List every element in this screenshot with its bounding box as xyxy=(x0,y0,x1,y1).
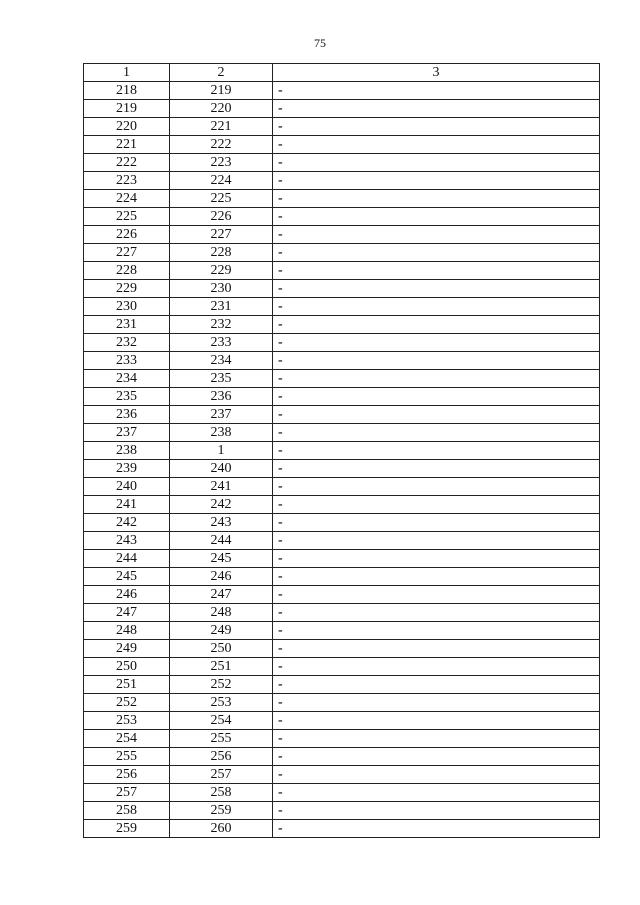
table-cell-col-3: - xyxy=(273,316,600,334)
table-row xyxy=(84,748,600,766)
table-cell-col-1: 254 xyxy=(84,730,170,748)
table-cell-col-1: 249 xyxy=(84,640,170,658)
page-number: 75 xyxy=(314,36,326,50)
data-table xyxy=(83,63,600,838)
table-cell-col-2: 245 xyxy=(170,550,273,568)
table-row xyxy=(84,352,600,370)
table-row xyxy=(84,118,600,136)
table-cell-col-3: - xyxy=(273,136,600,154)
table-cell-col-2: 253 xyxy=(170,694,273,712)
table-row xyxy=(84,640,600,658)
table-cell-col-1: 252 xyxy=(84,694,170,712)
table-cell-col-1: 236 xyxy=(84,406,170,424)
table-cell-col-2: 223 xyxy=(170,154,273,172)
table-cell-col-1: 251 xyxy=(84,676,170,694)
table-cell-col-2: 242 xyxy=(170,496,273,514)
table-cell-col-1: 219 xyxy=(84,100,170,118)
table-cell-col-3: - xyxy=(273,676,600,694)
table-row xyxy=(84,478,600,496)
table-cell-col-2: 248 xyxy=(170,604,273,622)
table-cell-col-1: 223 xyxy=(84,172,170,190)
table-row xyxy=(84,136,600,154)
table-cell-col-3: - xyxy=(273,172,600,190)
table-row xyxy=(84,802,600,820)
table-cell-col-2: 224 xyxy=(170,172,273,190)
table-cell-col-3: - xyxy=(273,730,600,748)
table-row xyxy=(84,244,600,262)
table-row xyxy=(84,622,600,640)
table-cell-col-3: - xyxy=(273,694,600,712)
table-cell-col-3: - xyxy=(273,280,600,298)
table-cell-col-2: 219 xyxy=(170,82,273,100)
table-row xyxy=(84,460,600,478)
column-header-1: 1 xyxy=(84,64,170,82)
table-row xyxy=(84,82,600,100)
table-cell-col-2: 255 xyxy=(170,730,273,748)
table-row xyxy=(84,766,600,784)
table-cell-col-1: 234 xyxy=(84,370,170,388)
table-cell-col-3: - xyxy=(273,442,600,460)
table-row xyxy=(84,280,600,298)
table-cell-col-3: - xyxy=(273,550,600,568)
table-cell-col-2: 251 xyxy=(170,658,273,676)
table-cell-col-1: 245 xyxy=(84,568,170,586)
table-cell-col-2: 238 xyxy=(170,424,273,442)
table-cell-col-3: - xyxy=(273,208,600,226)
table-cell-col-3: - xyxy=(273,226,600,244)
table-cell-col-2: 256 xyxy=(170,748,273,766)
table-row xyxy=(84,298,600,316)
table-cell-col-2: 1 xyxy=(170,442,273,460)
table-cell-col-2: 259 xyxy=(170,802,273,820)
table-row xyxy=(84,154,600,172)
table-cell-col-3: - xyxy=(273,640,600,658)
table-cell-col-2: 237 xyxy=(170,406,273,424)
table-cell-col-1: 231 xyxy=(84,316,170,334)
table-row xyxy=(84,586,600,604)
table-row xyxy=(84,820,600,838)
table-row xyxy=(84,604,600,622)
table-cell-col-1: 244 xyxy=(84,550,170,568)
table-cell-col-3: - xyxy=(273,424,600,442)
table-cell-col-1: 241 xyxy=(84,496,170,514)
table-cell-col-3: - xyxy=(273,784,600,802)
table-cell-col-3: - xyxy=(273,658,600,676)
table-cell-col-2: 254 xyxy=(170,712,273,730)
table-cell-col-2: 244 xyxy=(170,532,273,550)
table-cell-col-3: - xyxy=(273,82,600,100)
column-header-2: 2 xyxy=(170,64,273,82)
table-cell-col-2: 229 xyxy=(170,262,273,280)
table-cell-col-2: 228 xyxy=(170,244,273,262)
table-cell-col-1: 233 xyxy=(84,352,170,370)
table-row xyxy=(84,532,600,550)
table-cell-col-1: 248 xyxy=(84,622,170,640)
table-cell-col-3: - xyxy=(273,262,600,280)
table-cell-col-3: - xyxy=(273,154,600,172)
table-cell-col-2: 230 xyxy=(170,280,273,298)
table-cell-col-3: - xyxy=(273,496,600,514)
table-cell-col-3: - xyxy=(273,712,600,730)
table-cell-col-2: 227 xyxy=(170,226,273,244)
table-cell-col-2: 222 xyxy=(170,136,273,154)
table-row xyxy=(84,208,600,226)
table-cell-col-1: 258 xyxy=(84,802,170,820)
table-row xyxy=(84,784,600,802)
table-cell-col-3: - xyxy=(273,568,600,586)
table-row xyxy=(84,388,600,406)
table-cell-col-3: - xyxy=(273,406,600,424)
table-cell-col-1: 247 xyxy=(84,604,170,622)
table-cell-col-2: 247 xyxy=(170,586,273,604)
table-cell-col-3: - xyxy=(273,622,600,640)
table-cell-col-2: 241 xyxy=(170,478,273,496)
table-cell-col-2: 220 xyxy=(170,100,273,118)
table-cell-col-1: 232 xyxy=(84,334,170,352)
table-cell-col-1: 227 xyxy=(84,244,170,262)
table-cell-col-1: 257 xyxy=(84,784,170,802)
table-row xyxy=(84,226,600,244)
table-cell-col-1: 224 xyxy=(84,190,170,208)
table-cell-col-2: 260 xyxy=(170,820,273,838)
table-cell-col-3: - xyxy=(273,802,600,820)
table-row xyxy=(84,100,600,118)
table-cell-col-1: 218 xyxy=(84,82,170,100)
table-cell-col-3: - xyxy=(273,334,600,352)
table-cell-col-1: 255 xyxy=(84,748,170,766)
table-row xyxy=(84,730,600,748)
table-row xyxy=(84,172,600,190)
table-cell-col-1: 225 xyxy=(84,208,170,226)
table-row xyxy=(84,190,600,208)
table-cell-col-1: 256 xyxy=(84,766,170,784)
table-cell-col-1: 226 xyxy=(84,226,170,244)
table-cell-col-3: - xyxy=(273,118,600,136)
table-cell-col-1: 229 xyxy=(84,280,170,298)
table-cell-col-2: 235 xyxy=(170,370,273,388)
table-cell-col-3: - xyxy=(273,100,600,118)
table-cell-col-3: - xyxy=(273,370,600,388)
table-cell-col-2: 231 xyxy=(170,298,273,316)
table-cell-col-2: 221 xyxy=(170,118,273,136)
column-header-3: 3 xyxy=(273,64,600,82)
table-cell-col-3: - xyxy=(273,460,600,478)
table-row xyxy=(84,694,600,712)
table-cell-col-1: 246 xyxy=(84,586,170,604)
table-cell-col-2: 226 xyxy=(170,208,273,226)
table-cell-col-2: 258 xyxy=(170,784,273,802)
table-header-row xyxy=(84,64,600,82)
table-cell-col-2: 257 xyxy=(170,766,273,784)
table-cell-col-3: - xyxy=(273,748,600,766)
table-cell-col-2: 249 xyxy=(170,622,273,640)
table-cell-col-1: 253 xyxy=(84,712,170,730)
table-cell-col-2: 246 xyxy=(170,568,273,586)
table-cell-col-2: 243 xyxy=(170,514,273,532)
table-body xyxy=(84,82,600,838)
table-cell-col-3: - xyxy=(273,190,600,208)
table-row xyxy=(84,676,600,694)
table-row xyxy=(84,424,600,442)
table-cell-col-3: - xyxy=(273,478,600,496)
table-cell-col-2: 240 xyxy=(170,460,273,478)
table-cell-col-3: - xyxy=(273,586,600,604)
table-cell-col-1: 250 xyxy=(84,658,170,676)
table-cell-col-1: 230 xyxy=(84,298,170,316)
table-cell-col-2: 232 xyxy=(170,316,273,334)
table-cell-col-3: - xyxy=(273,604,600,622)
table-row xyxy=(84,406,600,424)
table-cell-col-1: 240 xyxy=(84,478,170,496)
table-cell-col-3: - xyxy=(273,388,600,406)
table-cell-col-1: 235 xyxy=(84,388,170,406)
table-cell-col-3: - xyxy=(273,820,600,838)
table-cell-col-2: 236 xyxy=(170,388,273,406)
table-row xyxy=(84,568,600,586)
table-row xyxy=(84,496,600,514)
table-cell-col-3: - xyxy=(273,514,600,532)
table-cell-col-1: 237 xyxy=(84,424,170,442)
table-cell-col-2: 250 xyxy=(170,640,273,658)
table-cell-col-2: 252 xyxy=(170,676,273,694)
table-row xyxy=(84,262,600,280)
table-cell-col-3: - xyxy=(273,298,600,316)
table-cell-col-3: - xyxy=(273,766,600,784)
table-row xyxy=(84,442,600,460)
table-cell-col-1: 221 xyxy=(84,136,170,154)
table-row xyxy=(84,514,600,532)
table-cell-col-3: - xyxy=(273,352,600,370)
table-row xyxy=(84,316,600,334)
table-cell-col-1: 242 xyxy=(84,514,170,532)
table-row xyxy=(84,658,600,676)
table-cell-col-2: 234 xyxy=(170,352,273,370)
table-cell-col-2: 233 xyxy=(170,334,273,352)
table-cell-col-1: 259 xyxy=(84,820,170,838)
table-row xyxy=(84,370,600,388)
table-row xyxy=(84,550,600,568)
table-cell-col-1: 228 xyxy=(84,262,170,280)
table-cell-col-1: 243 xyxy=(84,532,170,550)
table-cell-col-2: 225 xyxy=(170,190,273,208)
table-row xyxy=(84,334,600,352)
table-cell-col-3: - xyxy=(273,244,600,262)
table-cell-col-1: 220 xyxy=(84,118,170,136)
table-cell-col-1: 222 xyxy=(84,154,170,172)
table-cell-col-3: - xyxy=(273,532,600,550)
table-cell-col-1: 238 xyxy=(84,442,170,460)
table-row xyxy=(84,712,600,730)
table-cell-col-1: 239 xyxy=(84,460,170,478)
